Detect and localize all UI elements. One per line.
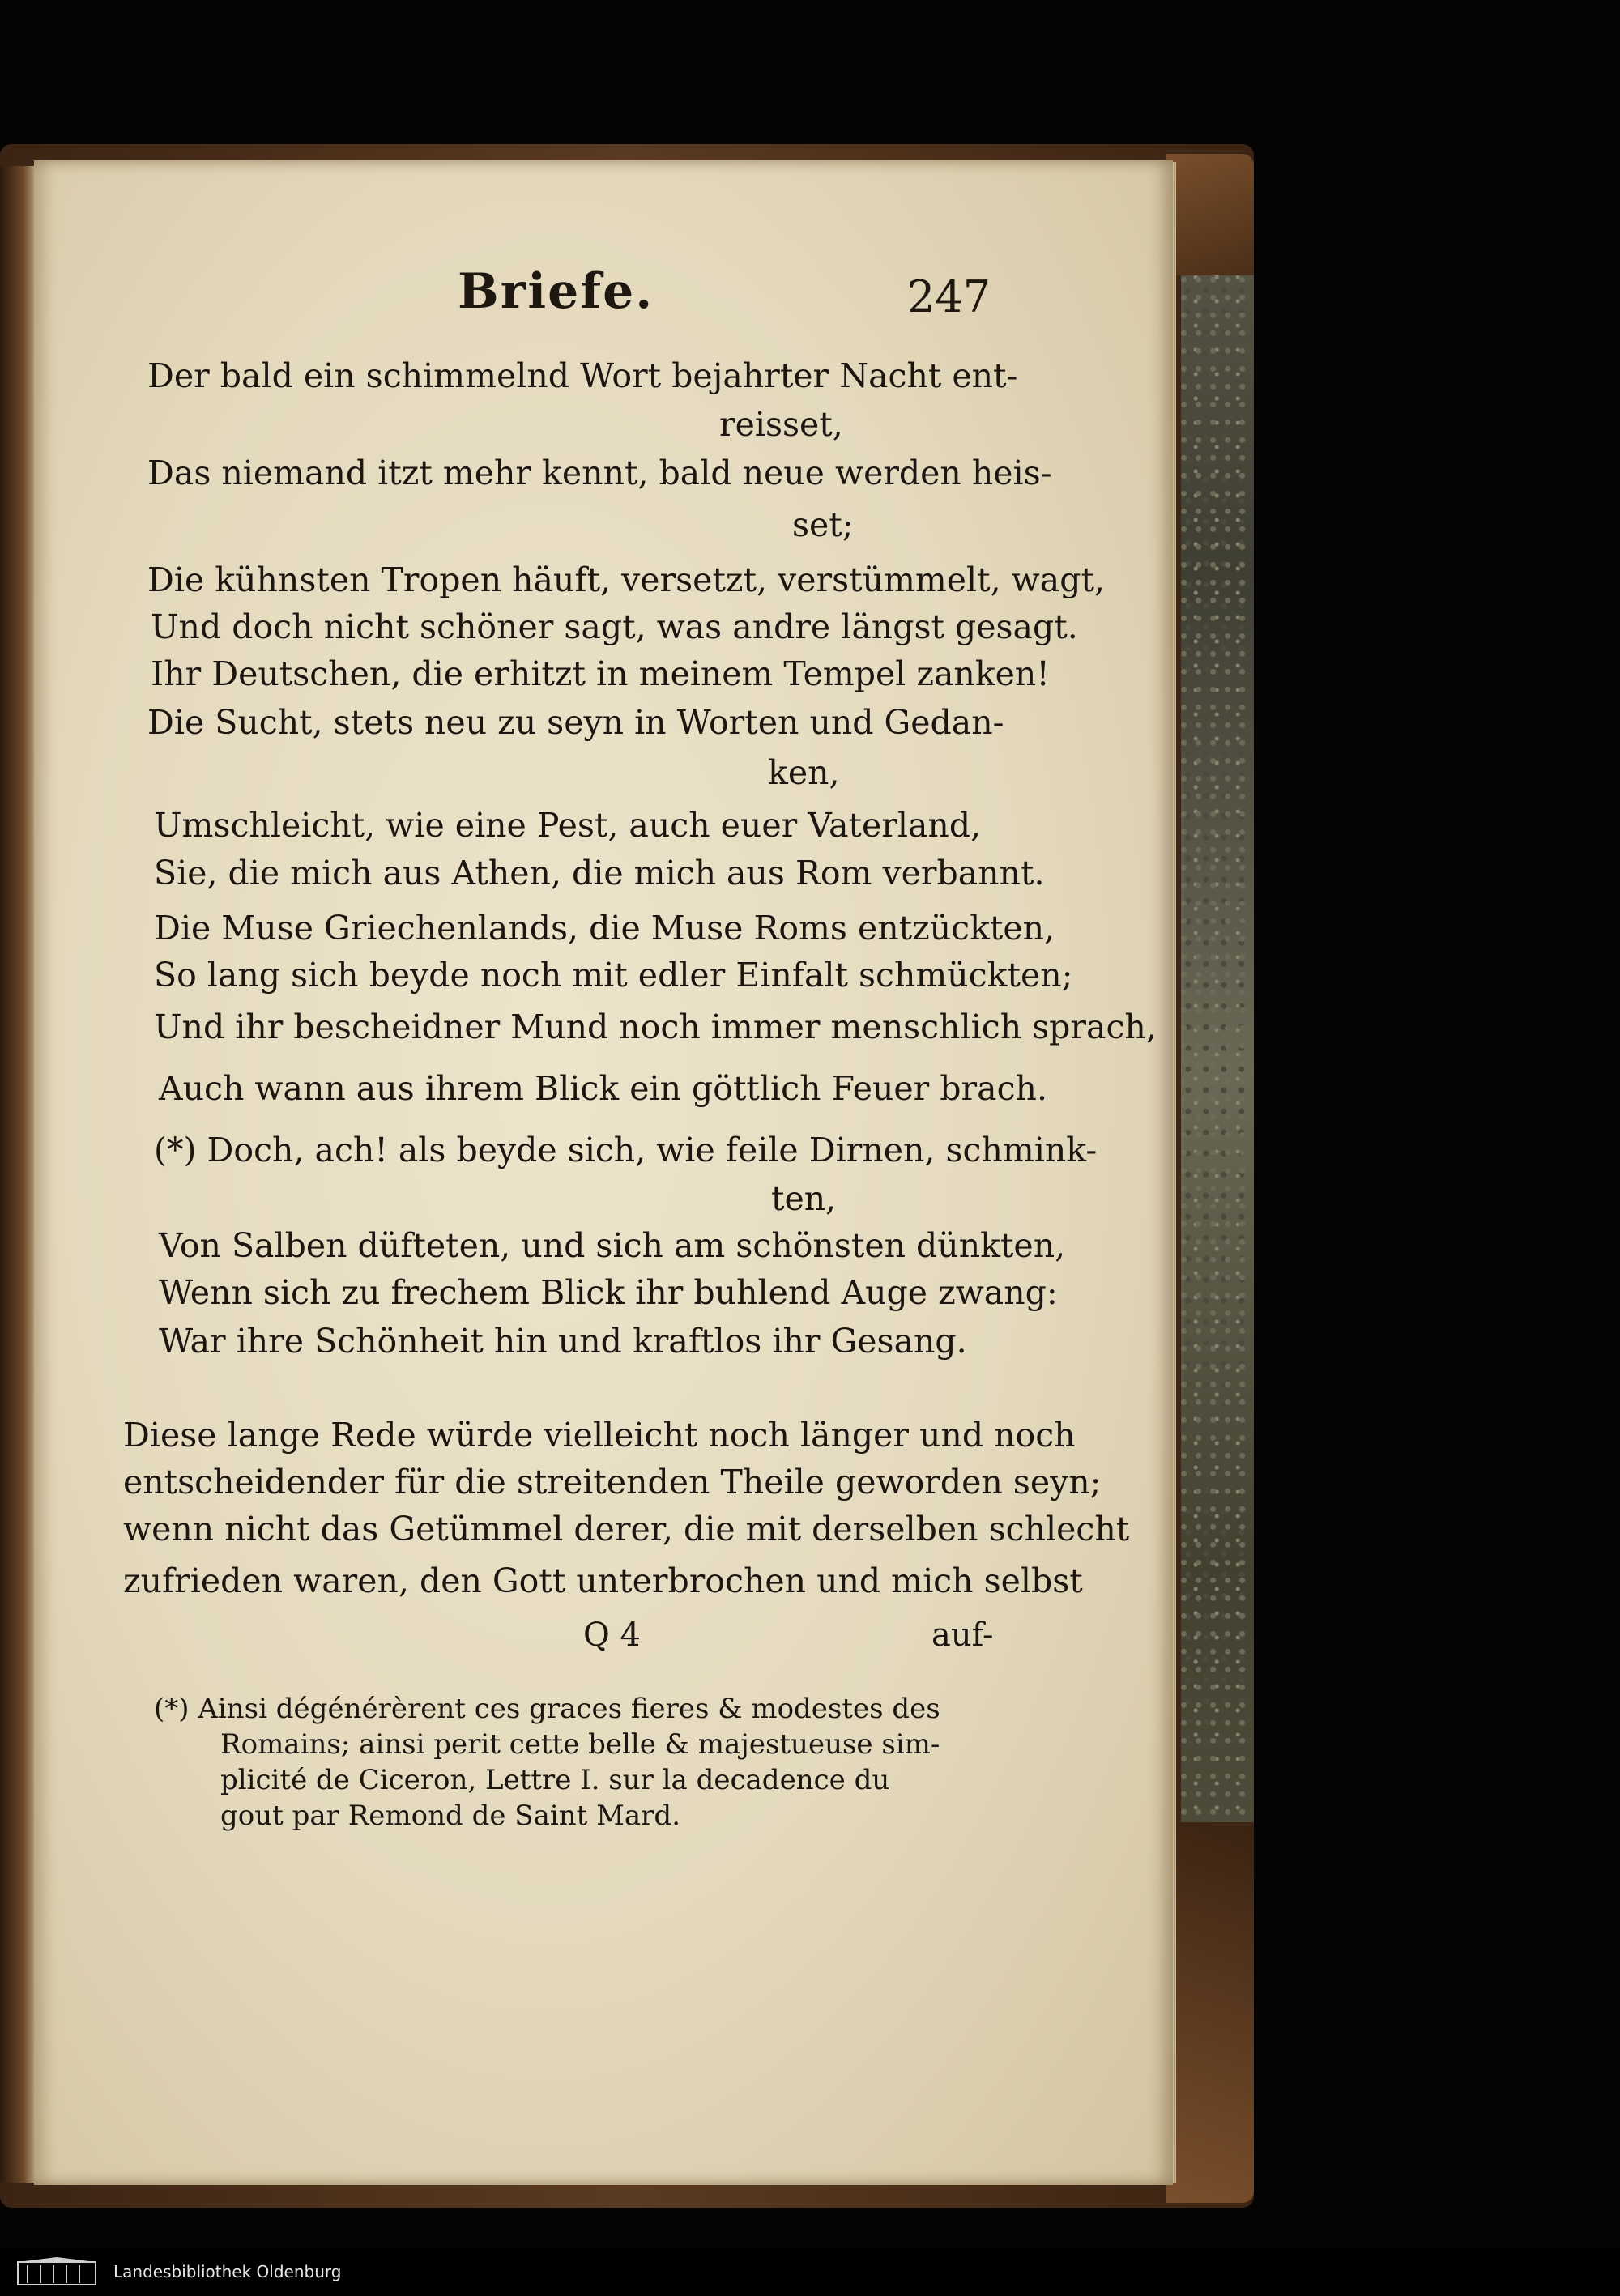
verse-line: Das niemand itzt mehr kennt, bald neue werden heis- — [147, 454, 1052, 492]
verse-line: Umschleicht, wie eine Pest, auch euer Vaterland, — [154, 806, 982, 845]
prose-line: zufrieden waren, den Gott unterbrochen und mich selbst — [123, 1561, 1083, 1600]
leather-corner-bottom — [1166, 1822, 1254, 2203]
verse-line: Und doch nicht schöner sagt, was andre längst gesagt. — [151, 607, 1078, 646]
verse-line: Auch wann aus ihrem Blick ein göttlich Feuer brach. — [159, 1069, 1047, 1108]
prose-line: Diese lange Rede würde vielleicht noch länger und noch — [123, 1416, 1076, 1455]
verse-line: So lang sich beyde noch mit edler Einfalt schmückten; — [154, 956, 1073, 995]
footnote-line: Romains; ainsi perit cette belle & majestueuse sim- — [220, 1728, 940, 1761]
verse-line: Von Salben düfteten, und sich am schönsten dünkten, — [159, 1226, 1066, 1265]
verse-line: Wenn sich zu frechem Blick ihr buhlend Auge zwang: — [159, 1273, 1058, 1312]
library-footer — [0, 2247, 1620, 2296]
verse-line: ten, — [771, 1179, 837, 1218]
verse-line: Die kühnsten Tropen häuft, versetzt, verstümmelt, wagt, — [147, 560, 1105, 599]
verse-line: set; — [792, 505, 854, 544]
footnote-line: (*) Ainsi dégénérèrent ces graces fieres & modestes des — [154, 1693, 940, 1725]
verse-line: Und ihr bescheidner Mund noch immer menschlich sprach, — [154, 1007, 1157, 1046]
verse-line: ken, — [768, 753, 840, 792]
book-spine — [0, 166, 39, 2183]
verse-line: reisset, — [719, 405, 843, 444]
signature-mark: Q 4 — [583, 1617, 641, 1654]
footnote-line: plicité de Ciceron, Lettre I. sur la decadence du — [220, 1764, 890, 1796]
verse-line: Die Muse Griechenlands, die Muse Roms entzückten, — [154, 909, 1055, 948]
footnote-line: gout par Remond de Saint Mard. — [220, 1800, 681, 1832]
library-name: Landesbibliothek Oldenburg — [113, 2262, 342, 2281]
verse-line: (*) Doch, ach! als beyde sich, wie feile Dirnen, schmink- — [154, 1131, 1098, 1169]
verse-line: Sie, die mich aus Athen, die mich aus Rom verbannt. — [154, 854, 1045, 892]
running-head-title: Briefe. — [458, 263, 654, 320]
running-head — [0, 263, 1620, 328]
verse-line: Der bald ein schimmelnd Wort bejahrter Nacht ent- — [147, 356, 1018, 395]
page-number: 247 — [907, 271, 991, 322]
leather-corner-top — [1166, 154, 1254, 275]
verse-line: Ihr Deutschen, die erhitzt in meinem Tempel zanken! — [151, 654, 1050, 693]
catchword: auf- — [932, 1617, 994, 1654]
prose-line: entscheidender für die streitenden Theile geworden seyn; — [123, 1463, 1102, 1502]
prose-line: wenn nicht das Getümmel derer, die mit derselben schlecht — [123, 1510, 1130, 1548]
verse-line: War ihre Schönheit hin und kraftlos ihr Gesang. — [159, 1322, 967, 1361]
library-logo-icon — [16, 2257, 97, 2286]
verse-line: Die Sucht, stets neu zu seyn in Worten und Gedan- — [147, 703, 1004, 742]
